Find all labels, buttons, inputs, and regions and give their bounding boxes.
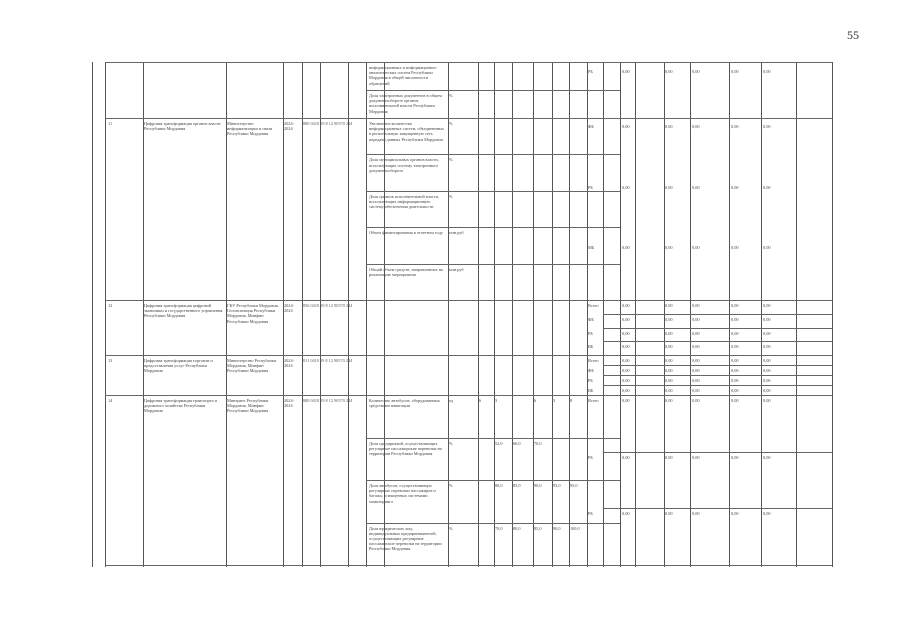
finance-value: 0,00 <box>763 124 771 129</box>
period: 2024-2024 <box>284 358 295 369</box>
indicator-unit: % <box>449 93 453 98</box>
finance-value: 0,00 <box>731 344 739 350</box>
finance-value: 0,00 <box>763 358 771 363</box>
finance-value: 0,00 <box>731 245 739 251</box>
finance-divider <box>603 328 832 329</box>
finance-value: 0,00 <box>763 184 771 190</box>
grid-vline <box>348 62 349 567</box>
grid-vline <box>283 62 284 567</box>
grid-vline <box>533 62 537 567</box>
finance-divider <box>603 375 832 376</box>
finance-source: Всего <box>588 303 599 308</box>
executor: Минтранс Республики Мордовия, Минфин Республики Мордовия <box>227 398 269 414</box>
finance-value: 0,00 <box>731 454 739 460</box>
finance-source: РБ <box>588 69 593 74</box>
indicator-text: Доля юридических лиц, индивидуальных предпринимателей, осуществляющих регулярные пассажирские перевозки на территории Республики Мордовия <box>369 525 442 552</box>
finance-value: 0,00 <box>692 344 700 350</box>
finance-value: 0,00 <box>692 398 700 403</box>
finance-value: 0,00 <box>692 368 700 373</box>
finance-value: 0,00 <box>731 398 739 403</box>
indicator-value: 60,0 <box>513 440 521 446</box>
finance-value: 0,00 <box>692 124 700 129</box>
finance-value: 0,00 <box>665 454 673 460</box>
indicator-text: Общий объем средств, направленных на реализацию мероприятия <box>369 266 443 277</box>
finance-value: 0,00 <box>731 368 739 373</box>
finance-source: ВБ <box>588 344 594 350</box>
finance-source: РБ <box>588 454 593 460</box>
finance-value: 0,00 <box>665 184 673 190</box>
indicator-text: Доля муниципальных органов власти, использующих систему электронного документооборота <box>369 157 439 173</box>
finance-value: 0,00 <box>622 330 630 336</box>
finance-source: РБ <box>588 378 593 383</box>
indicator-value: 95,0 <box>553 483 561 488</box>
finance-value: 0,00 <box>731 358 739 363</box>
indicator-unit: % <box>449 157 453 163</box>
finance-value: 0,00 <box>763 378 771 383</box>
finance-value: 0,00 <box>692 184 700 190</box>
finance-value: 0,00 <box>763 454 771 460</box>
finance-value: 0,00 <box>692 303 700 308</box>
finance-value: 0,00 <box>622 378 630 383</box>
grid-vline <box>105 62 106 567</box>
finance-value: 0,00 <box>665 398 673 403</box>
period: 2024-2024 <box>284 398 295 409</box>
finance-value: 0,00 <box>763 398 771 403</box>
finance-value: 0,00 <box>692 378 700 383</box>
row-number: 14 <box>108 398 113 403</box>
finance-value: 0,00 <box>763 511 771 517</box>
period: 2024-2024 <box>284 121 295 132</box>
measure-name: Цифровая трансформация торговли и предоставления услуг Республики Мордовия <box>144 358 213 374</box>
finance-value: 0,00 <box>692 358 700 363</box>
indicator-value: 85,0 <box>513 483 521 488</box>
finance-value: 0,00 <box>763 69 771 74</box>
indicator-text: Доля органов исполнительной власти, использующих информационную систему обеспечения деятельности <box>369 193 439 210</box>
indicator-value: 3 <box>495 398 498 403</box>
finance-value: 0,00 <box>622 511 630 517</box>
indicator-value: 100,0 <box>570 525 580 531</box>
finance-source: ВБ <box>588 388 594 393</box>
indicator-divider <box>366 191 620 192</box>
grid-vline <box>552 62 556 567</box>
finance-source: МБ <box>588 245 595 251</box>
page-number: 55 <box>847 28 859 42</box>
indicator-divider <box>366 264 620 265</box>
grid-vline <box>302 62 303 567</box>
finance-source: РБ <box>588 330 593 336</box>
finance-value: 0,00 <box>731 303 739 308</box>
finance-value: 0,00 <box>731 124 739 129</box>
finance-value: 0,00 <box>622 368 630 373</box>
finance-value: 0,00 <box>622 69 630 74</box>
indicator-divider <box>366 90 620 91</box>
indicator-value: 6 <box>479 398 482 403</box>
finance-value: 0,00 <box>731 184 739 190</box>
finance-value: 0,00 <box>622 245 630 251</box>
indicator-unit: млн.руб <box>449 230 464 236</box>
finance-value: 0,00 <box>763 368 771 373</box>
finance-divider <box>603 385 832 386</box>
measure-name: Цифровая трансформация транспорта и дорожного хозяйства Республики Мордовия <box>144 398 217 414</box>
executor: Министерство информатизации и связи Республики Мордовия <box>227 121 273 137</box>
grid-vline <box>512 62 513 567</box>
grid-vline <box>587 62 588 567</box>
grid-vline <box>320 62 321 567</box>
finance-value: 0,00 <box>763 303 771 308</box>
finance-value: 0,00 <box>665 303 673 308</box>
finance-value: 0,00 <box>731 316 739 322</box>
executor: Министерство Республики Мордовия, Минфин Республики Мордовия <box>227 358 277 374</box>
indicator-value: 80,0 <box>513 525 521 531</box>
finance-value: 0,00 <box>692 316 700 322</box>
indicator-value: 8 <box>570 398 573 403</box>
finance-value: 0,00 <box>731 378 739 383</box>
grid-vline <box>494 62 498 567</box>
finance-value: 0,00 <box>622 454 630 460</box>
finance-value: 0,00 <box>763 330 771 336</box>
indicator-divider <box>366 438 620 439</box>
finance-source: РБ <box>588 184 593 190</box>
indicator-unit: % <box>449 193 453 199</box>
finance-value: 0,00 <box>665 69 673 74</box>
indicator-text: Количество автобусов, оборудованных средствами навигации <box>369 398 440 409</box>
indicator-unit: % <box>449 440 453 446</box>
finance-value: 0,00 <box>622 388 630 393</box>
finance-value: 0,00 <box>692 454 700 460</box>
finance-source: ФБ <box>588 368 594 373</box>
finance-divider <box>603 341 832 342</box>
indicator-text: Доля автобусов, осуществляющих регулярные перевозки пассажиров и багажа, оснащенных системами мониторинга <box>369 483 436 504</box>
row-number: 12 <box>108 303 113 308</box>
finance-value: 0,00 <box>731 69 739 74</box>
budget-codes: 880 0410 19 8 12 90570 244 <box>303 121 353 126</box>
finance-divider <box>603 452 832 453</box>
finance-value: 0,00 <box>665 358 673 363</box>
indicator-value: 90,0 <box>534 483 542 488</box>
finance-value: 0,00 <box>692 330 700 336</box>
indicator-value: 3 <box>553 398 556 403</box>
indicator-text: Увеличение количества информационных систем, объединенных в региональную защищенную сеть передачи данных Республики Мордовия <box>369 121 445 142</box>
finance-value: 0,00 <box>665 378 673 383</box>
finance-value: 0,00 <box>692 511 700 517</box>
measure-name: Цифровая трансформация органов власти Республики Мордовия <box>144 121 221 132</box>
finance-value: 0,00 <box>622 184 630 190</box>
grid-hline <box>105 395 832 396</box>
grid-vline <box>569 62 573 567</box>
finance-value: 0,00 <box>665 368 673 373</box>
finance-value: 0,00 <box>665 316 673 322</box>
finance-value: 0,00 <box>622 344 630 350</box>
finance-value: 0,00 <box>622 303 630 308</box>
budget-codes: 811 0410 19 8 12 90570 244 <box>303 358 353 363</box>
finance-value: 0,00 <box>622 398 630 403</box>
grid-hline <box>105 355 832 356</box>
finance-source: ФБ <box>588 124 594 129</box>
grid-vline <box>448 62 449 567</box>
finance-value: 0,00 <box>692 69 700 74</box>
indicator-text: информационных и информационно-аналитических систем Республики Мордовия в общей численности обращений <box>369 65 438 86</box>
finance-divider <box>603 314 832 315</box>
finance-value: 0,00 <box>622 316 630 322</box>
indicator-unit: % <box>449 483 453 488</box>
finance-value: 0,00 <box>763 344 771 350</box>
grid-hline <box>105 565 832 566</box>
row-number: 11 <box>108 121 113 126</box>
indicator-value: 95,0 <box>570 483 578 488</box>
finance-value: 0,00 <box>622 124 630 129</box>
finance-divider <box>603 508 832 509</box>
finance-value: 0,00 <box>692 388 700 393</box>
executor: ГКУ Республики Мордовия, Госинспекция Республики Мордовия, Минфин Республики Мордовия <box>227 303 279 324</box>
row-number: 13 <box>108 358 113 363</box>
indicator-text: Объем финансирования в отчетном году <box>369 230 443 236</box>
finance-value: 0,00 <box>692 245 700 251</box>
indicator-unit: млн.руб <box>449 266 464 272</box>
measure-name: Цифровая трансформация цифровой экономики и государственного управления Республики Мордовия <box>144 303 223 319</box>
indicator-value: 80,0 <box>495 483 503 488</box>
finance-value: 0,00 <box>763 316 771 322</box>
finance-value: 0,00 <box>763 245 771 251</box>
indicator-value: 52,0 <box>495 440 503 446</box>
finance-source: ФБ <box>588 316 594 322</box>
budget-codes: 856 0410 19 8 12 90570 244 <box>303 303 353 308</box>
indicator-unit: % <box>449 121 453 126</box>
finance-value: 0,00 <box>731 511 739 517</box>
indicator-value: 70,0 <box>495 525 503 531</box>
grid-vline <box>366 62 367 567</box>
finance-source: РБ <box>588 511 593 517</box>
grid-vline <box>832 62 833 567</box>
grid-hline <box>105 118 832 119</box>
indicator-unit: % <box>449 525 453 531</box>
finance-divider <box>603 365 832 366</box>
finance-value: 0,00 <box>665 388 673 393</box>
finance-value: 0,00 <box>665 344 673 350</box>
finance-value: 0,00 <box>665 124 673 129</box>
grid-hline <box>105 300 832 301</box>
indicator-text: Доля предприятий, осуществляющих регулярные пассажирские перевозки на территории Республики Мордовия <box>369 440 442 456</box>
finance-value: 0,00 <box>665 245 673 251</box>
budget-codes: 880 0410 19 8 12 90570 244 <box>303 398 353 403</box>
indicator-value: 70,0 <box>534 440 542 446</box>
finance-source: Всего <box>588 398 599 403</box>
indicator-text: Доля электронных документов в общем документообороте органов исполнительной власти Республики Мордовия <box>369 93 442 114</box>
indicator-divider <box>366 154 620 155</box>
indicator-value: 90,0 <box>553 525 561 531</box>
finance-value: 0,00 <box>622 358 630 363</box>
grid-hline <box>105 62 832 63</box>
period: 2024-2024 <box>284 303 295 314</box>
grid-vline <box>478 62 482 567</box>
finance-value: 0,00 <box>665 330 673 336</box>
indicator-unit: ед <box>449 398 454 403</box>
indicator-divider <box>366 523 620 524</box>
finance-value: 0,00 <box>665 511 673 517</box>
finance-value: 0,00 <box>763 388 771 393</box>
indicator-value: 85,0 <box>534 525 542 531</box>
finance-value: 0,00 <box>731 388 739 393</box>
grid-vline <box>92 62 93 567</box>
finance-value: 0,00 <box>731 330 739 336</box>
indicator-value: 6 <box>534 398 537 403</box>
finance-source: Всего <box>588 358 599 363</box>
indicator-divider <box>366 227 620 228</box>
indicator-divider <box>366 480 620 481</box>
